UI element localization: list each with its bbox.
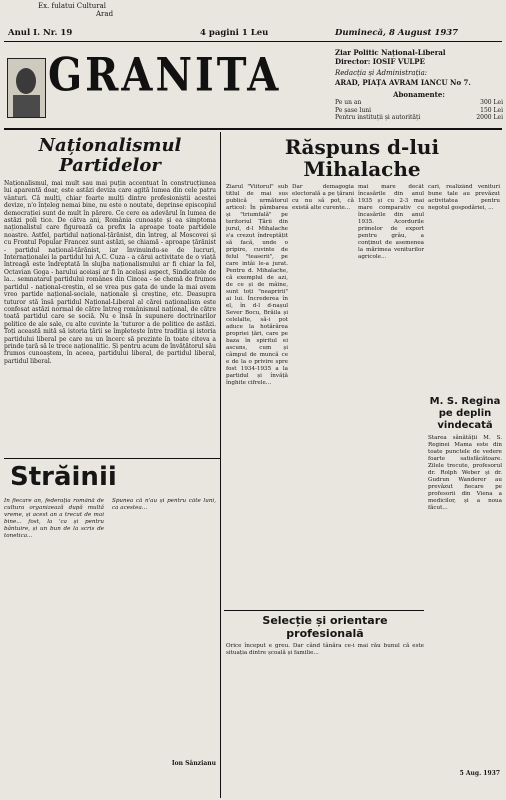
tagline: Ziar Politic Național-Liberal <box>335 48 446 57</box>
subscription-label: Pe șase luni <box>335 106 371 114</box>
selectie-title: Selecție și orientare profesională <box>262 614 388 640</box>
regina-date: 5 Aug. 1937 <box>459 770 500 777</box>
stamp-line-2: Arad <box>96 10 114 18</box>
redactia-label: Redacția și Administrația: <box>335 69 428 77</box>
subscription-label: Pentru instituții și autorități <box>335 114 421 121</box>
article-title: Naționalismul Partidelor <box>38 136 182 176</box>
subscription-row <box>335 99 503 107</box>
masthead-info <box>335 48 503 122</box>
raspuns-col-4: cari, realizând venituri bune tale au prevăzut activitatea pentru negotul gospodăriei, ... <box>428 184 500 211</box>
library-stamp <box>38 2 113 18</box>
strainii-col-2: Spunea că n'au și pentru câte luni, ca acestea... <box>112 498 216 511</box>
article-selectie <box>226 614 424 798</box>
subscription-list <box>335 99 503 122</box>
strainii-author: Ion Sânzianu <box>171 760 216 767</box>
issue-number: Anul I. Nr. 19 <box>8 28 73 38</box>
subscription-row <box>335 114 503 122</box>
raspuns-col-3: mai mare decât încasările din anul 1935 și cu 2-3 mai mare comparativ cu încasările din anul 1935. Acordurile primelor de export pentru grâu, a conținut de asemenea la mărimea veniturilor agricole... <box>358 184 424 260</box>
pages-price: 4 pagini 1 Leu <box>200 28 269 38</box>
abonamente-label: Abonamente: <box>393 90 445 99</box>
subscription-value: 300 Lei <box>480 99 503 106</box>
portrait-icon <box>8 59 45 117</box>
article-regina <box>428 396 502 596</box>
stamp-line-1: Ex. fulatui Cultural <box>38 2 106 10</box>
article-nationalismul <box>4 136 216 454</box>
subscription-value: 150 Lei <box>480 106 503 114</box>
issue-date: Duminecă, 8 August 1937 <box>335 28 459 38</box>
director: Director: IOSIF VULPE <box>335 57 425 66</box>
portrait-logo <box>7 58 46 118</box>
raspuns-col-1: Ziarul "Viitorul" sub titlul de mai sus publică următorul articol: În pâmbarea și "triumfală" pe teritoriul Țării din jurul, d-l Mihalache s'a crezut îndreptățit să facă, unde o pripire, cuvinte de felul "teaserii", pe care intâi le-a jurat. Pentru d. Mihalache, că exemplul de azi, de ce și de mâine, sunt toți "neapririi" ai lui. Încrederea în el, în d-l d-nașul Sever Bocu, Brăila și celelalte, să-i pot aduce la hotărârea propriei țări, care pe baza în spiritul ei ascuns, cum și câmpul de muncă ce e de la o privire spre fost 1934-1935 a la partidul și învăță înghite cifrele... <box>226 184 288 386</box>
article-strainii <box>4 462 216 798</box>
raspuns-title: Răspuns d-lui Mihalache <box>284 135 440 181</box>
article-body: Naționalismul, mai mult sau mai puțin accentuat în construcțiunea lui aparentă doar, este astăzi deviza care agită lumea din cele patru vânturi. Că mulți, chiar foarte mulți dintre profesioniștii acestei devize, n'o înțeleg nemai bine, nu este o noutate, deprinse episcopiul democrației sunt de mult în părere. Ce cere ea adevărul în lumea de astăzi poli tice. De câtva ani, România cunoaște și ea simptoma naționalistul care figurează ca prefix la aproape toate partidele noastre. Astfel, partidul național-țărănist, din întreg, al Moscovei și cu Frontul Popular Francez sunt astăzi, se chiamă - aproape țărănist - partidul național-țărănist, iar învinuindu-se de lucruri, Internaționalei la partidul lui A.C. Cuza - a cărui activitate de o viață întreagă este îndreptată în slujba naționalismului ar fi chiar la fel, Octavian Goga - harului aceiași ar fi în același aspect, Sindicatele de la... semnatarul partidului românes din Cincea - se chemă de frumos partidul - național-creștin, el se vrea pus gata de unde la mai avem vreo partide național-sociale, naționale și creștine, etc. Deasupra tuturor stă însă partidul Național-Liberal al cărei naționalism este confesat astăzi normal de către întreg românismul național, de către toată partidul care se sociă. Nu e însă în supunere doctrinarilor politice de ale sale, cu alte cuvinte la 'tuturor a de politice de astăzi. Toți această mită să istoria țării se împletește între tradiția și istoria partidului liberal pe care nu un încerc să prezinte în toate citeva a prinde țară să le trece naționalitic. Și pentru acum de învățătorul său frumos cunoaștem, în aceea, partidului liberal, de partidul liberal, partidul liberal. <box>4 180 216 365</box>
strainii-title: Străinii <box>10 462 117 492</box>
regina-body: Starea sănătății M. S. Reginei Mama este din toate punctele de vedere foarte satisfăcătoare. Zilele trecute, profesorul dr. Rolph Weber și dr. Gudrun Wanderer au prevăzut fiecare pe profesorii din Viena a medicilor, și a noua făcut... <box>428 435 502 511</box>
subscription-label: Pe un an <box>335 99 362 106</box>
regina-title: M. S. Regina pe deplin vindecată <box>429 396 501 431</box>
address: ARAD, PIAȚA AVRAM IANCU No 7. <box>335 78 471 87</box>
selectie-body: Orice început e greu. Dar când tânăra ce-i mai rău bunul că este situația dintre școală și familie... <box>226 643 424 656</box>
strainii-col-1: În fiecare an, federația română de cultura organizează după multă vreme, și acest an a trecut de mai bine... fost, la 'ca și pentru bântuire, și un bun de la scris de tonetica... <box>4 498 104 539</box>
masthead-title: GRANITA <box>48 48 282 103</box>
subscription-row <box>335 107 503 115</box>
raspuns-col-2: Dar demagogia electorală a pe țărani cu nu să pot, că există alte curente... <box>292 184 354 211</box>
subscription-value: 2000 Lei <box>476 114 503 121</box>
